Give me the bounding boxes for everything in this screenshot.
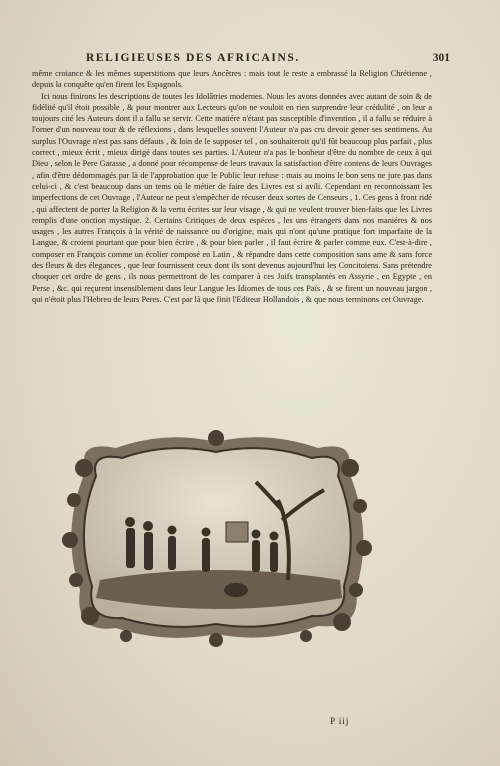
- page-header: [60, 52, 450, 66]
- paragraph: même croiance & les mêmes superstitions que leurs Ancêtres : mais tout le reste a embrassé la Religion Chrétienne , depuis la conquête qu'en firent les Espagnols.: [32, 69, 432, 90]
- running-head: RELIGIEUSES DES AFRICAINS.: [86, 52, 300, 64]
- signature-mark: P iij: [330, 716, 350, 726]
- engraved-vignette: [56, 430, 376, 648]
- page-number: 301: [432, 52, 450, 64]
- body-text: [32, 68, 432, 305]
- paragraph: Ici nous finirons les descriptions de toutes les Idolâtries modernes. Nous les avons données avec autant de soin & de fidélité qu'il étoit possible , & pour montrer aux Lecteurs qu'on ne vouloit en rien surprendre leur crédulité , on leur a toujours cité les Auteurs dont il a fallu se servir. Cette matiére n'étant pas susceptible d'invention , il a fallu se réduire à l'orner d'un nouveau tour & de réflexions , dans lesquelles souvent l'Auteur n'a pas cru devoir gener ses sentimens. Au surplus l'Ouvrage n'est pas sans défauts , & loin de le supposer tel , on souhaiteroit qu'il fût beaucoup plus parfait , plus correct , mieux écrit , mieux dirigé dans toutes ses parties. L'Auteur n'a pas le bonheur d'être du nombre de ceux à qui Dieu , selon le Pere Garasse , a donné pour récompense de leurs travaux la satisfaction d'être contens de leurs Ouvrages , afin d'être dédommagés par là de l'approbation que le Public leur refuse : mais au moins le bon sens ne jure pas dans celui-ci , & c'est beaucoup dans un tems où le métier de faire des Livres est si avili. Cependant en reconnoissant les imperfections de cet Ouvrage , l'Auteur ne peut s'empêcher de récuser deux sortes de Censeurs , 1. Ces gens à front ridé , qui affectent de porter la Religion & la vertu écrites sur leur visage , & qui ne veulent trouver bien-faits que les Livres remplis d'une onction mystique. 2. Certains Critiques de deux espéces , les uns étrangers dans nos maniéres & nos usages , les autres François à la vérité de naissance ou d'origine, mais qui n'ont qu'une pratique fort imparfaite de la Langue, & croient pourtant que pour bien écrire , & pour bien parler , il faut écrire & parler comme eux. C'est-à-dire , composer en François comme un écolier composé en Latin , & répandre dans cette composition sans ame & sans force des fleurs & des élegances , que leur fournissent ceux dont ils sont devenus aujourd'hui les Concitoiens. Sans prétendre choquer cet ordre de gens , ils nous permettront de les comparer à ces Juifs transplantés en Assyrie , en Egypte , en Perse , &c. qui reçurent insensiblement dans leur Langue les Idiomes de tous ces Païs , & se firent un nouveau jargon , qui n'étoit plus l'Hebreu de leurs Peres. C'est par là que finit l'Editeur Hollandois , & que nous terminons cet Ouvrage.: [32, 91, 432, 304]
